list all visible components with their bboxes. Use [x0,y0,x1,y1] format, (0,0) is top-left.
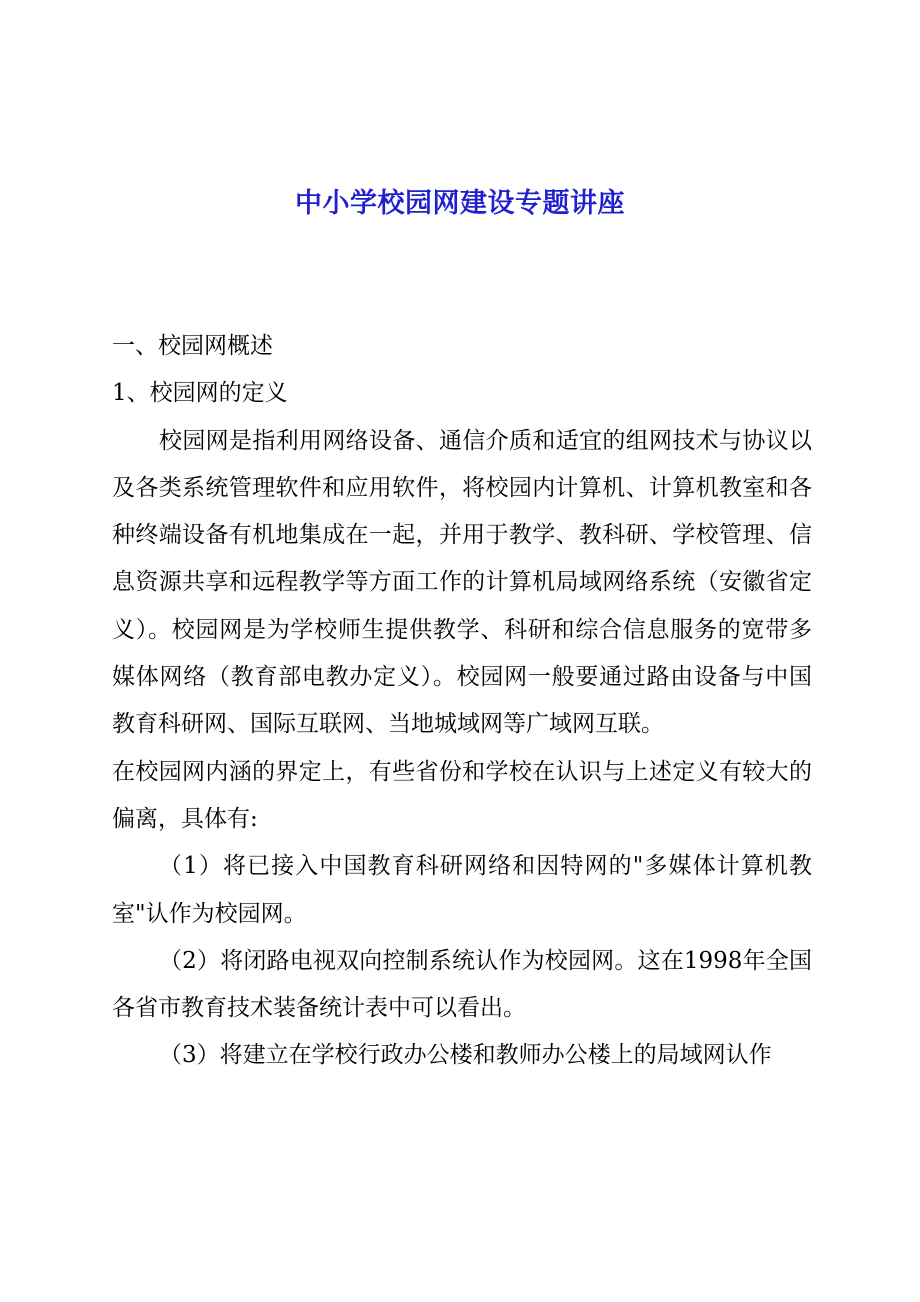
document-title: 中小学校园网建设专题讲座 [295,188,625,219]
document-body [112,323,812,1080]
deviation-intro-paragraph: 在校园网内涵的界定上，有些省份和学校在认识与上述定义有较大的偏离，具体有: [112,758,812,832]
list-item-1: （1）将已接入中国教育科研网络和因特网的"多媒体计算机教室"认作为校园网。 [112,853,812,927]
definition-paragraph: 校园网是指利用网络设备、通信介质和适宜的组网技术与协议以及各类系统管理软件和应用软件，将校园内计算机、计算机教室和各种终端设备有机地集成在一起，并用于教学、教科研、学校管理、信息资源共享和远程教学等方面工作的计算机局域网络系统（安徽省定义）。校园网是为学校师生提供教学、科研和综合信息服务的宽带多媒体网络（教育部电教办定义）。校园网一般要通过路由设备与中国教育科研网、国际互联网、当地城域网等广域网互联。 [112,427,812,738]
section-heading: 一、校园网概述 [112,333,273,359]
list-item-3: （3）将建立在学校行政办公楼和教师办公楼上的局域网认作 [159,1042,772,1069]
list-item-2: （2）将闭路电视双向控制系统认作为校园网。这在1998年全国各省市教育技术装备统计表中可以看出。 [112,947,812,1022]
subsection-heading: 1、校园网的定义 [112,380,288,407]
